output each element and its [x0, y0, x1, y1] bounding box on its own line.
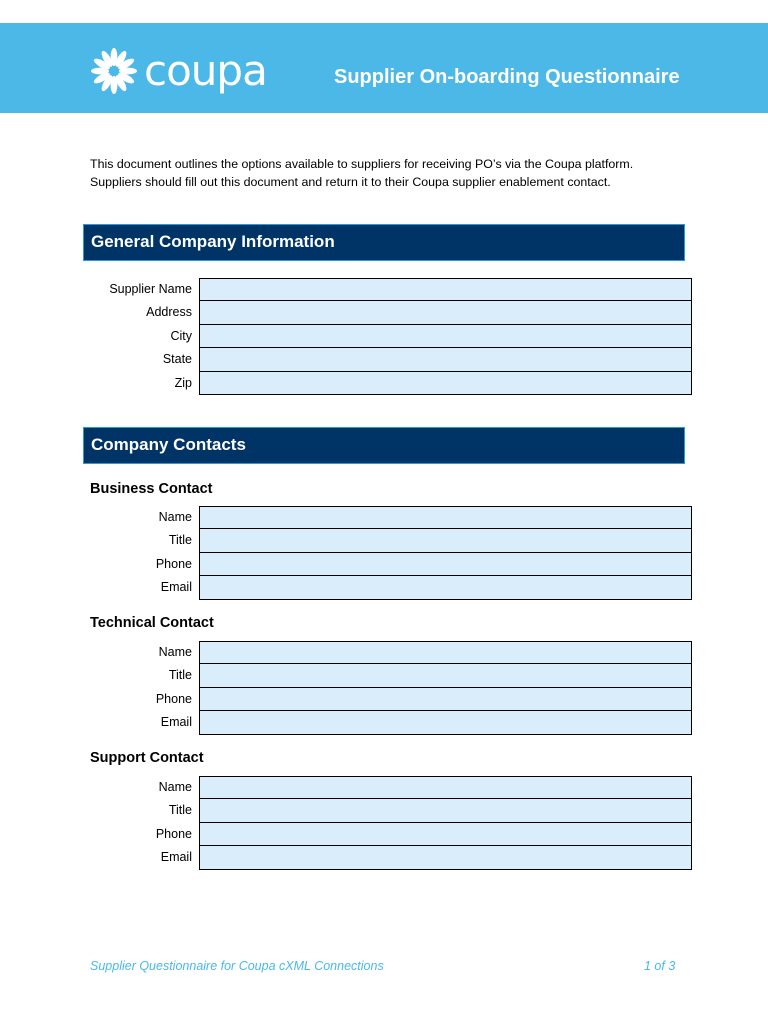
support-contact-form: [90, 776, 692, 870]
support-email-field[interactable]: [199, 846, 692, 869]
form-row-name: [90, 506, 692, 529]
business-name-field[interactable]: [199, 506, 692, 529]
header-bar: [0, 23, 768, 113]
form-row-city: [90, 325, 692, 348]
field-label: City: [170, 328, 192, 343]
form-row-title: [90, 529, 692, 552]
field-label: Title: [168, 803, 192, 818]
logo-text: coupa: [144, 46, 267, 95]
business-title-field[interactable]: [199, 529, 692, 552]
field-label: Title: [168, 668, 192, 683]
form-row-address: [90, 301, 692, 324]
field-label: Phone: [155, 691, 192, 706]
supplier-name-field[interactable]: [199, 278, 692, 301]
field-label: Title: [168, 533, 192, 548]
form-row-title: [90, 799, 692, 822]
form-row-phone: [90, 823, 692, 846]
field-label: Phone: [155, 826, 192, 841]
page-title: Supplier On-boarding Questionnaire: [334, 66, 680, 88]
form-row-phone: [90, 553, 692, 576]
business-contact-form: [90, 506, 692, 600]
form-row-phone: [90, 688, 692, 711]
field-label: Phone: [155, 556, 192, 571]
field-label: Email: [160, 580, 192, 595]
zip-field[interactable]: [199, 372, 692, 395]
section-company-contacts: [83, 427, 685, 464]
technical-title-field[interactable]: [199, 664, 692, 687]
intro-line-2: Suppliers should fill out this document and return it to their Coupa supplier enablement contact.: [90, 175, 611, 189]
city-field[interactable]: [199, 325, 692, 348]
technical-phone-field[interactable]: [199, 688, 692, 711]
form-row-supplier-name: [90, 278, 692, 301]
intro-line-1: This document outlines the options available to suppliers for receiving PO’s via the Coupa platform.: [90, 157, 634, 171]
support-name-field[interactable]: [199, 776, 692, 799]
section-title: Company Contacts: [91, 435, 246, 454]
footer-document-title: Supplier Questionnaire for Coupa cXML Connections: [90, 959, 384, 973]
technical-contact-form: [90, 641, 692, 735]
form-row-state: [90, 348, 692, 371]
field-label: State: [162, 352, 192, 367]
form-row-email: [90, 711, 692, 734]
form-row-zip: [90, 372, 692, 395]
general-info-form: [90, 278, 692, 395]
technical-email-field[interactable]: [199, 711, 692, 734]
support-phone-field[interactable]: [199, 823, 692, 846]
address-field[interactable]: [199, 301, 692, 324]
technical-contact-heading: Technical Contact: [90, 615, 214, 631]
form-row-name: [90, 641, 692, 664]
field-label: Supplier Name: [109, 282, 192, 296]
technical-name-field[interactable]: [199, 641, 692, 664]
field-label: Name: [158, 780, 192, 794]
state-field[interactable]: [199, 348, 692, 371]
field-label: Email: [160, 850, 192, 865]
footer-page-number: 1 of 3: [644, 959, 676, 973]
coupa-flower-icon: [88, 45, 140, 97]
field-label: Name: [158, 645, 192, 659]
section-title: General Company Information: [91, 232, 335, 251]
section-general-company-info: [83, 224, 685, 261]
field-label: Zip: [174, 375, 192, 390]
form-row-title: [90, 664, 692, 687]
field-label: Address: [146, 305, 192, 320]
support-title-field[interactable]: [199, 799, 692, 822]
business-email-field[interactable]: [199, 576, 692, 599]
support-contact-heading: Support Contact: [90, 750, 204, 766]
field-label: Email: [160, 715, 192, 730]
coupa-logo: [88, 45, 267, 97]
business-contact-heading: Business Contact: [90, 481, 213, 497]
business-phone-field[interactable]: [199, 553, 692, 576]
intro-text: [90, 155, 710, 191]
form-row-name: [90, 776, 692, 799]
form-row-email: [90, 846, 692, 869]
form-row-email: [90, 576, 692, 599]
field-label: Name: [158, 510, 192, 524]
